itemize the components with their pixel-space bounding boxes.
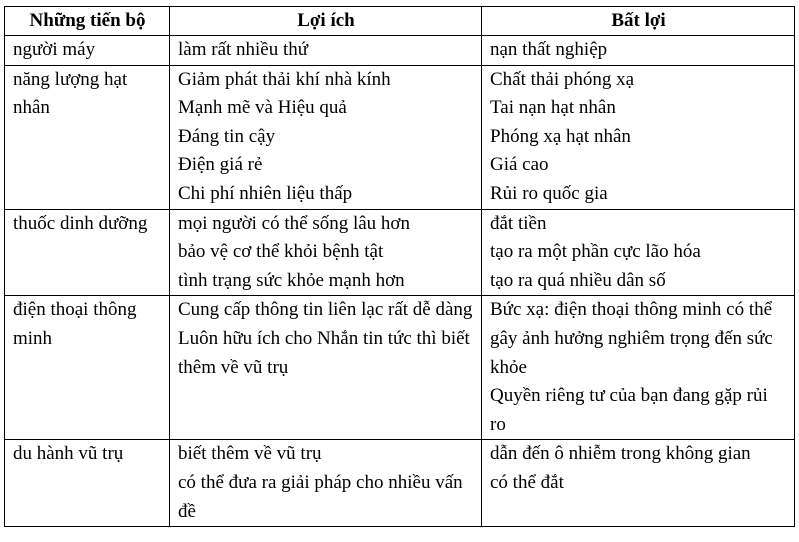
drawback-item: Quyền riêng tư của bạn đang gặp rủi ro xyxy=(490,385,768,435)
drawback-item: Phóng xạ hạt nhân xyxy=(490,125,631,147)
header-row xyxy=(5,7,795,36)
header-benefits: Lợi ích xyxy=(170,7,482,36)
header-drawbacks: Bất lợi xyxy=(482,7,795,36)
table-row xyxy=(5,440,795,527)
advance-cell xyxy=(5,36,170,66)
drawbacks-cell xyxy=(482,36,795,66)
advance-name: điện thoại thông minh xyxy=(13,299,137,349)
advance-name: du hành vũ trụ xyxy=(13,443,124,465)
drawbacks-cell xyxy=(482,209,795,296)
drawbacks-cell xyxy=(482,440,795,527)
drawback-item: dẫn đến ô nhiễm trong không gian xyxy=(490,443,751,465)
table-row xyxy=(5,65,795,209)
benefits-cell xyxy=(170,65,482,209)
drawback-item: Giá cao xyxy=(490,154,549,176)
table-row xyxy=(5,36,795,66)
benefits-cell xyxy=(170,440,482,527)
benefit-item: làm rất nhiều thứ xyxy=(178,39,309,60)
drawback-item: đắt tiền xyxy=(490,212,547,234)
benefits-cell xyxy=(170,296,482,440)
benefit-item: Chi phí nhiên liệu thấp xyxy=(178,182,353,204)
benefit-item: có thể đưa ra giải pháp cho nhiều vấn đề xyxy=(178,471,463,522)
benefit-item: bảo vệ cơ thể khỏi bệnh tật xyxy=(178,241,384,263)
benefit-item: Đáng tin cậy xyxy=(178,125,276,147)
benefit-item: mọi người có thể sống lâu hơn xyxy=(178,212,410,234)
table-row xyxy=(5,209,795,296)
advance-name: thuốc dinh dưỡng xyxy=(13,212,148,234)
drawback-item: có thể đắt xyxy=(490,471,564,493)
drawback-item: Rủi ro quốc gia xyxy=(490,182,608,204)
advance-cell xyxy=(5,209,170,296)
table-row xyxy=(5,296,795,440)
advance-cell xyxy=(5,65,170,209)
benefits-cell xyxy=(170,209,482,296)
benefit-item: Mạnh mẽ và Hiệu quả xyxy=(178,97,347,119)
advance-name: người máy xyxy=(13,39,96,60)
benefit-item: Giảm phát thải khí nhà kính xyxy=(178,68,391,90)
advance-cell xyxy=(5,296,170,440)
drawback-item: nạn thất nghiệp xyxy=(490,39,608,60)
benefits-cell xyxy=(170,36,482,66)
benefit-item: Cung cấp thông tin liên lạc rất dễ dàng xyxy=(178,299,473,321)
drawback-item: Chất thải phóng xạ xyxy=(490,68,635,90)
drawback-item: tạo ra quá nhiều dân số xyxy=(490,269,666,291)
advance-name: năng lượng hạt nhân xyxy=(13,68,128,119)
comparison-table xyxy=(4,6,795,527)
benefit-item: tình trạng sức khỏe mạnh hơn xyxy=(178,269,405,291)
drawback-item: Bức xạ: điện thoại thông minh có thể gây ảnh hưởng nghiêm trọng đến sức khỏe xyxy=(490,299,773,378)
drawbacks-cell xyxy=(482,296,795,440)
drawback-item: Tai nạn hạt nhân xyxy=(490,97,616,119)
advance-cell xyxy=(5,440,170,527)
benefit-item: biết thêm về vũ trụ xyxy=(178,443,322,465)
benefit-item: Điện giá rẻ xyxy=(178,154,263,176)
drawback-item: tạo ra một phần cực lão hóa xyxy=(490,241,701,263)
header-advances: Những tiến bộ xyxy=(5,7,170,36)
drawbacks-cell xyxy=(482,65,795,209)
benefit-item: Luôn hữu ích cho Nhắn tin tức thì biết thêm về vũ trụ xyxy=(178,327,470,378)
